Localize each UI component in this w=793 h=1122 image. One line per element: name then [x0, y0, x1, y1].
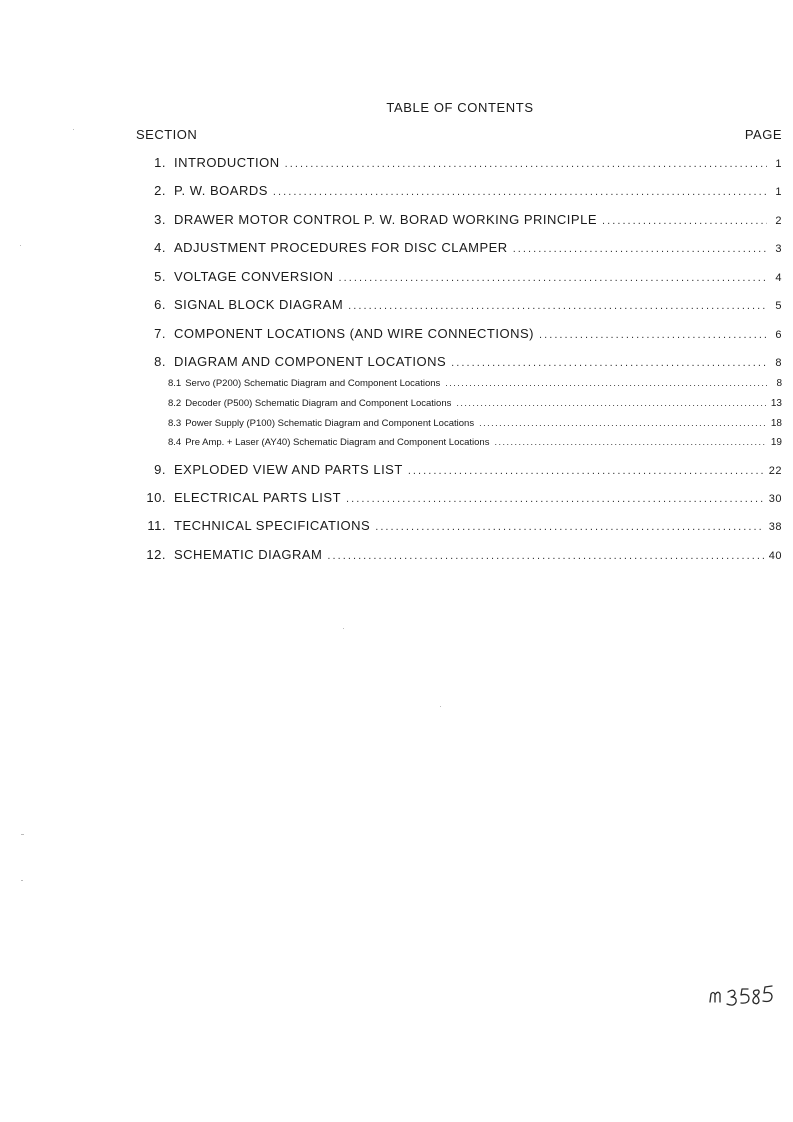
- dot-leader: [375, 521, 764, 533]
- entry-label: P. W. BOARDS: [174, 183, 268, 198]
- entry-label: SIGNAL BLOCK DIAGRAM: [174, 297, 344, 312]
- entry-number: 9.: [154, 462, 166, 477]
- entry-page: 18: [770, 418, 782, 429]
- entry-label: INTRODUCTION: [174, 155, 280, 170]
- toc-entry-drawer-motor: [136, 212, 782, 230]
- scan-speck: [440, 706, 441, 707]
- entry-number: 6.: [154, 297, 166, 312]
- entry-label: EXPLODED VIEW AND PARTS LIST: [174, 462, 403, 477]
- dot-leader: [445, 378, 767, 388]
- entry-number: 8.: [154, 354, 166, 369]
- entry-number: 8.2: [168, 398, 182, 409]
- dot-leader: [494, 437, 765, 447]
- entry-page: 13: [770, 398, 782, 409]
- entry-page: 30: [768, 493, 782, 505]
- entry-label: DRAWER MOTOR CONTROL P. W. BORAD WORKING PRINCIPLE: [174, 212, 597, 227]
- section-header: SECTION: [136, 127, 198, 142]
- toc-subentry-servo: [136, 378, 782, 391]
- entry-label: VOLTAGE CONVERSION: [174, 269, 334, 284]
- toc-entry-component-locations: [136, 326, 782, 344]
- scan-speck: [21, 834, 24, 835]
- entry-label: COMPONENT LOCATIONS (AND WIRE CONNECTIONS): [174, 326, 534, 341]
- toc-subentry-pre-amp-laser: [136, 437, 782, 450]
- entry-number: 7.: [154, 326, 166, 341]
- entry-label: ADJUSTMENT PROCEDURES FOR DISC CLAMPER: [174, 240, 508, 255]
- dot-leader: [513, 243, 767, 255]
- entry-number: 8.4: [168, 437, 182, 448]
- entry-page: 38: [768, 521, 782, 533]
- entry-page: 5: [775, 300, 782, 312]
- entry-number: 5.: [154, 269, 166, 284]
- handwritten-note: [704, 974, 793, 1014]
- entry-page: 1: [775, 158, 782, 170]
- entry-page: 40: [768, 550, 782, 562]
- dot-leader: [348, 300, 767, 312]
- dot-leader: [456, 398, 766, 408]
- toc-entry-diagram-components: [136, 354, 782, 372]
- entry-page: 22: [768, 465, 782, 477]
- dot-leader: [602, 215, 767, 227]
- toc-entry-pw-boards: [136, 183, 782, 201]
- toc-entry-disc-clamper: [136, 240, 782, 258]
- entry-number: 11.: [147, 518, 166, 533]
- scan-speck: [20, 245, 21, 246]
- scan-speck: [73, 129, 74, 130]
- entry-label: SCHEMATIC DIAGRAM: [174, 547, 323, 562]
- toc-entry-schematic-diagram: [136, 547, 782, 565]
- entry-number: 8.3: [168, 418, 182, 429]
- toc-entry-introduction: [136, 155, 782, 173]
- entry-number: 1.: [154, 155, 166, 170]
- toc-subentry-decoder: [136, 398, 782, 411]
- entry-label: Pre Amp. + Laser (AY40) Schematic Diagram and Component Locations: [185, 437, 490, 448]
- toc-entry-electrical-parts: [136, 490, 782, 508]
- entry-page: 8: [775, 357, 782, 369]
- dot-leader: [539, 329, 767, 341]
- page-title: TABLE OF CONTENTS: [386, 100, 534, 115]
- entry-number: 8.1: [168, 378, 182, 389]
- entry-label: ELECTRICAL PARTS LIST: [174, 490, 342, 505]
- entry-number: 2.: [154, 183, 166, 198]
- entry-label: Decoder (P500) Schematic Diagram and Component Locations: [185, 398, 452, 409]
- entry-page: 4: [775, 272, 782, 284]
- toc-list: [136, 0, 782, 1122]
- toc-entry-voltage-conversion: [136, 269, 782, 287]
- entry-label: Power Supply (P100) Schematic Diagram and Component Locations: [185, 418, 475, 429]
- dot-leader: [346, 493, 764, 505]
- toc-entry-exploded-view: [136, 462, 782, 480]
- toc-entry-signal-block: [136, 297, 782, 315]
- entry-page: 1: [775, 186, 782, 198]
- entry-page: 3: [775, 243, 782, 255]
- dot-leader: [327, 550, 763, 562]
- dot-leader: [408, 465, 764, 477]
- toc-entry-technical-specs: [136, 518, 782, 536]
- entry-label: Servo (P200) Schematic Diagram and Component Locations: [185, 378, 441, 389]
- entry-label: DIAGRAM AND COMPONENT LOCATIONS: [174, 354, 447, 369]
- toc-subentry-power-supply: [136, 418, 782, 431]
- dot-leader: [339, 272, 768, 284]
- entry-number: 10.: [146, 490, 166, 505]
- page-header: PAGE: [744, 127, 782, 142]
- entry-number: 12.: [146, 547, 166, 562]
- dot-leader: [479, 418, 766, 428]
- entry-page: 6: [775, 329, 782, 341]
- entry-number: 3.: [154, 212, 166, 227]
- entry-number: 4.: [154, 240, 166, 255]
- dot-leader: [285, 158, 767, 170]
- entry-page: 8: [776, 378, 782, 389]
- scan-speck: [21, 880, 23, 881]
- entry-label: TECHNICAL SPECIFICATIONS: [174, 518, 371, 533]
- entry-page: 19: [770, 437, 782, 448]
- dot-leader: [273, 186, 767, 198]
- scan-speck: [343, 628, 344, 629]
- entry-page: 2: [775, 215, 782, 227]
- dot-leader: [451, 357, 767, 369]
